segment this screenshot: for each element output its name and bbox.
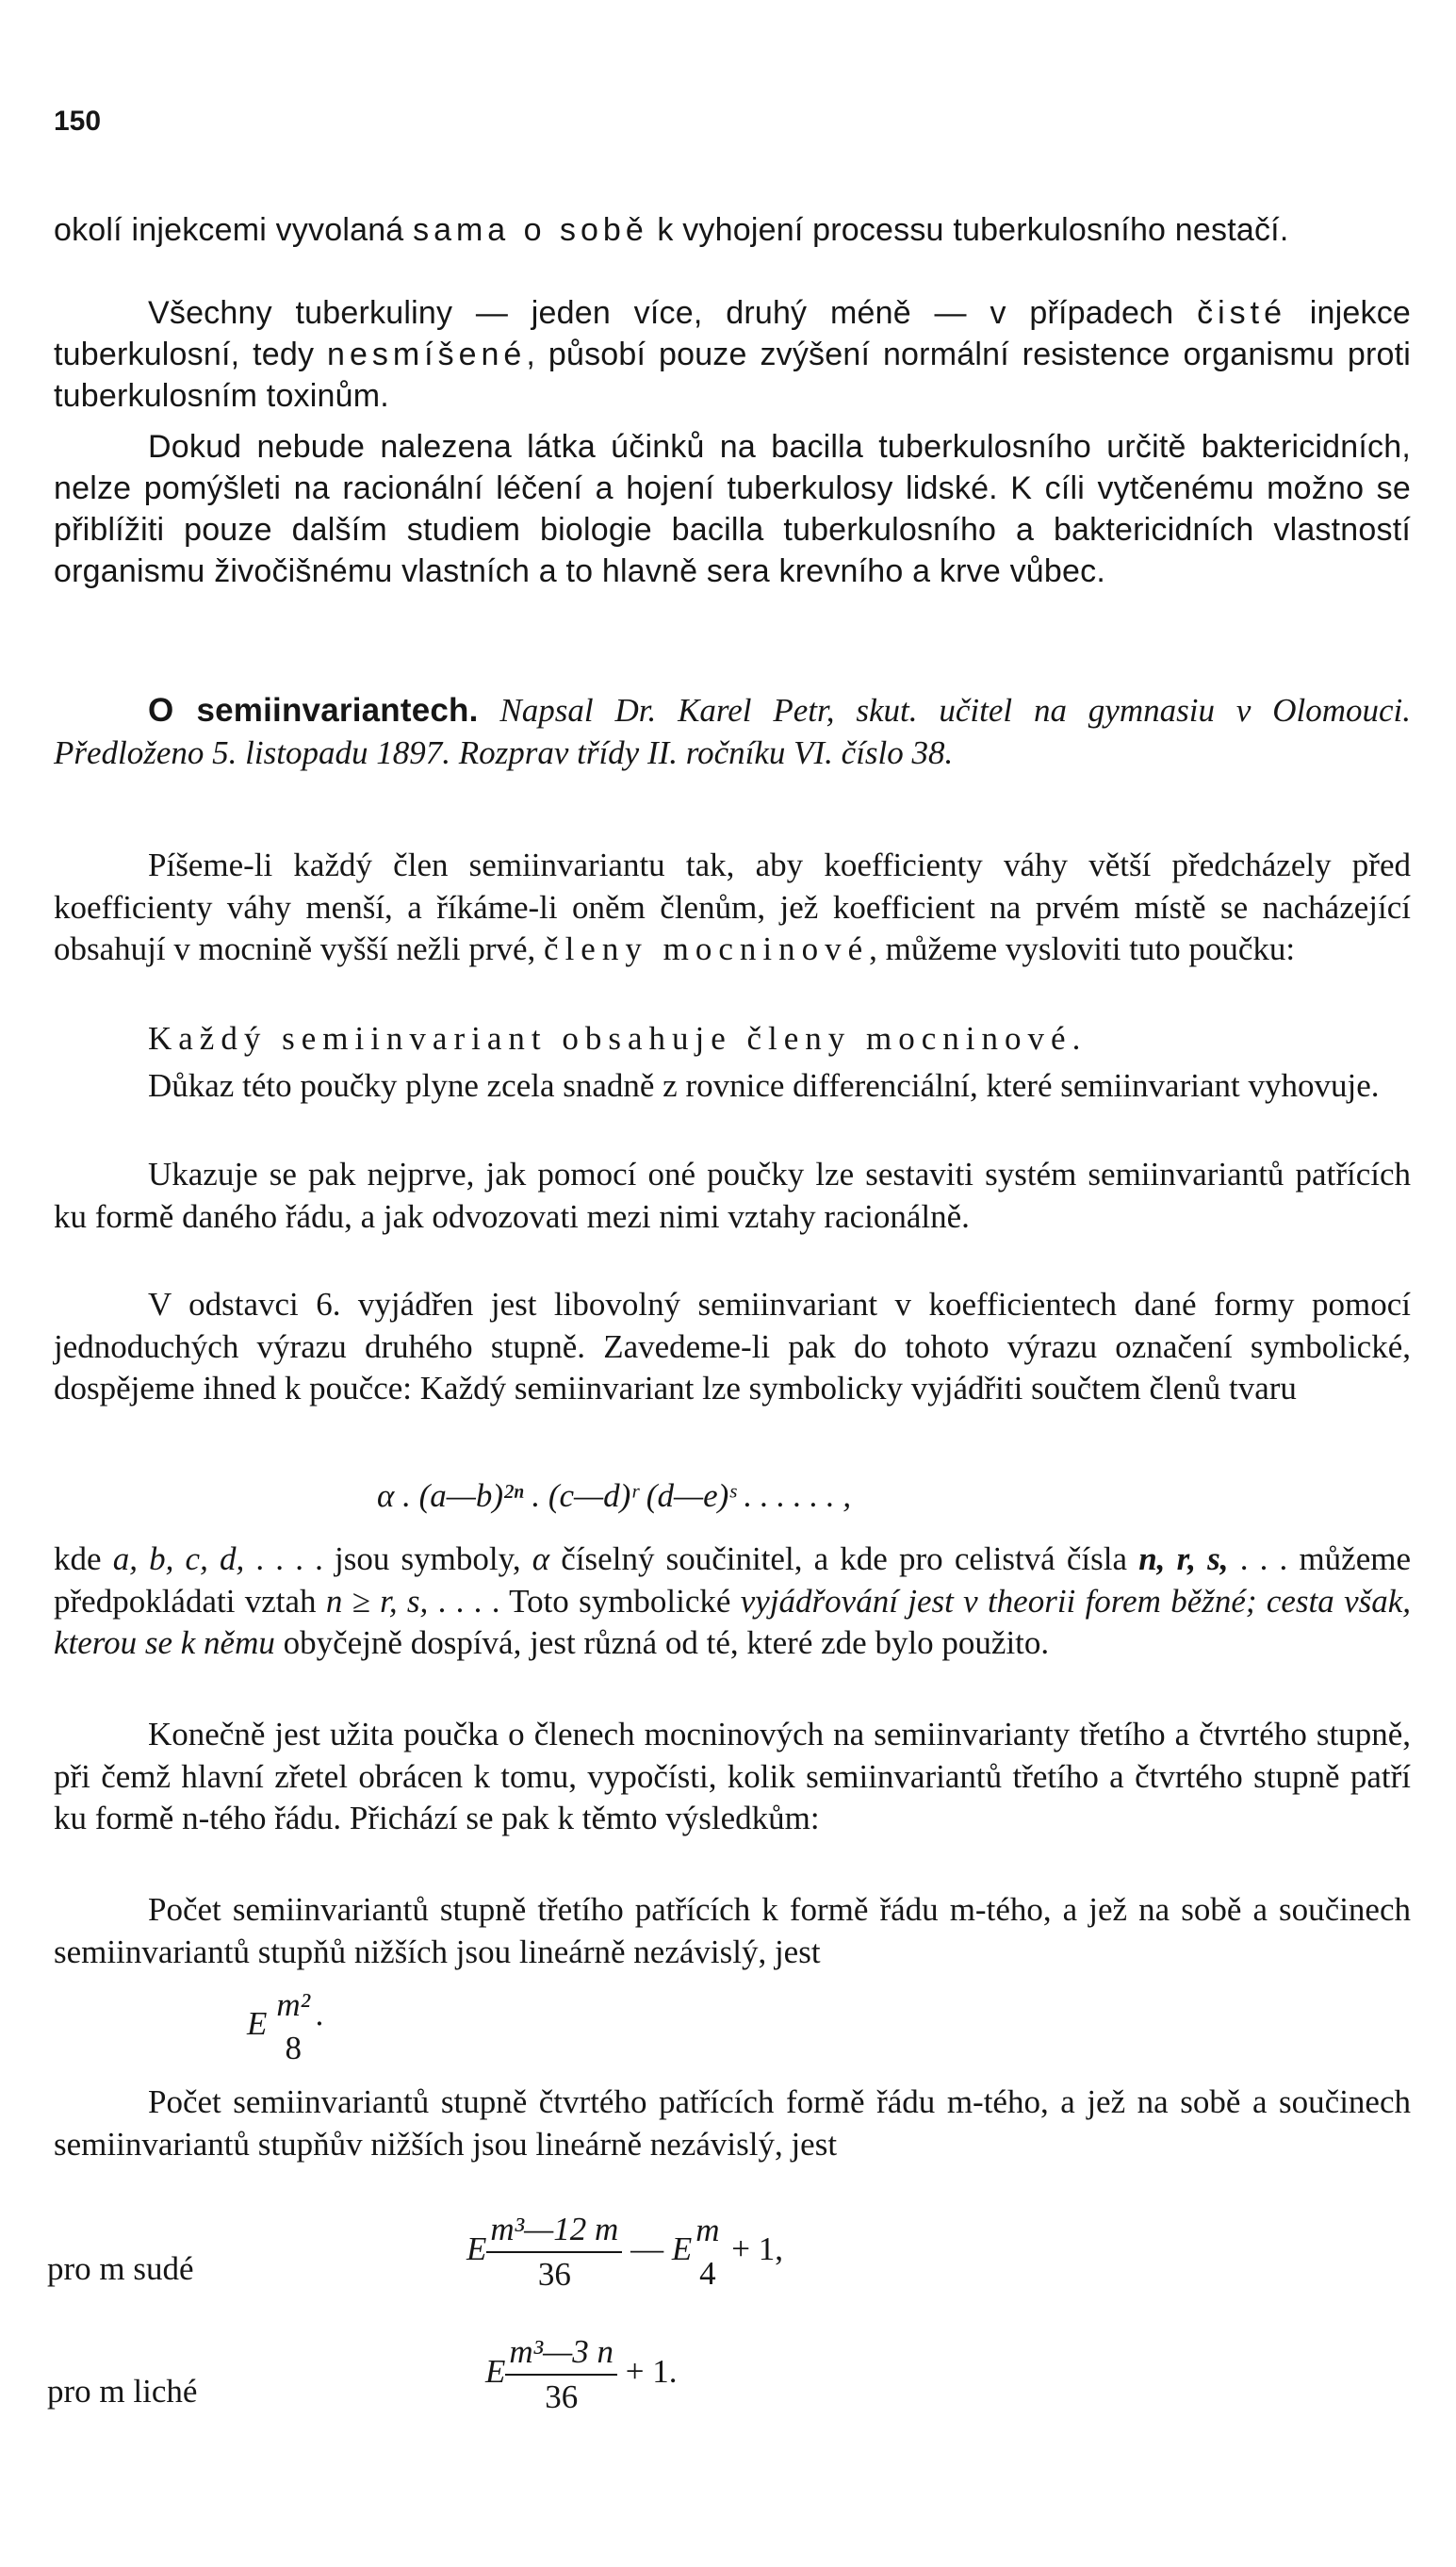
abstract-p5-text-1: kde: [54, 1540, 113, 1577]
formula-dot: ·: [314, 2005, 325, 2043]
even-operator: —: [622, 2230, 672, 2268]
odd-fraction: [505, 2334, 617, 2415]
abstract-paragraph-5: [54, 1539, 1411, 1665]
intro-spaced-text: sama o sobě: [413, 212, 648, 248]
theorem-statement: Každý semiinvariant obsahuje členy mocninové.: [148, 1020, 1088, 1057]
abstract-header: [54, 690, 1411, 774]
case-even-label: pro m sudé: [47, 2250, 194, 2287]
even-E1: E: [466, 2230, 487, 2268]
even-E2: E: [671, 2230, 693, 2268]
abstract-p5-text-6: obyčejně dospívá, jest různá od té, které zde bylo použito.: [274, 1624, 1050, 1661]
abstract-p5-relation: n ≥ r, s,: [325, 1582, 429, 1620]
abstract-citation: Napsal Dr. Karel Petr, skut. učitel na gymnasiu v Olomouci. Předloženo 5. listopadu 1897. Rozprav třídy II. ročníku VI. číslo 38.: [54, 692, 1411, 771]
odd-E1: E: [485, 2353, 506, 2391]
odd-denominator: 36: [545, 2378, 579, 2415]
odd-numerator: m³—3 n: [505, 2334, 617, 2376]
formula-E-symbol: E: [247, 2005, 268, 2043]
even-denominator-2: 4: [699, 2255, 716, 2292]
odd-tail: + 1.: [617, 2353, 678, 2391]
para2-spaced-2: nesmíšené: [327, 337, 527, 372]
abstract-paragraph-7: Počet semiinvariantů stupně třetího patřících k formě řádu m-tého, a jež na sobě a součinech semiinvariantů stupňů nižších jsou lineárně nezávislý, jest: [54, 1891, 1411, 1970]
symbolic-formula: α . (a—b)²ⁿ . (c—d)ʳ (d—e)ˢ . . . . . . ,: [377, 1477, 852, 1514]
intro-text-1: okolí injekcemi vyvolaná: [54, 212, 414, 248]
abstract-paragraph-4: V odstavci 6. vyjádřen jest libovolný semiinvariant v koefficientech dané formy pomocí jednoduchých výrazu druhého stupně. Zavedeme-li pak do tohoto výrazu označení symbolické, dospějeme ihned k poučce: Každý semiinvariant lze symbolicky vyjádřiti součtem členů tvaru: [54, 1286, 1411, 1407]
abstract-p1-text-1: Píšeme-li každý člen semiinvariantu tak, aby koefficienty váhy větší předcházely před koefficienty váhy menší, a říkáme-li oněm členům, jež koefficient na prvém místě se nacházející obsahují v mocnině vyšší nežli prvé,: [54, 847, 1411, 967]
page-number: 150: [54, 106, 102, 137]
abstract-paragraph-2: Důkaz této poučky plyne zcela snadně z rovnice differenciální, které semiinvariant vyhovuje.: [148, 1067, 1380, 1104]
abstract-p5-alpha: α: [532, 1540, 550, 1577]
para2-text-3: , působí pouze zvýšení normální resistence organismu proti tuberkulosním toxinům.: [54, 337, 1411, 414]
abstract-p5-vars2: n, r, s,: [1138, 1540, 1229, 1577]
abstract-p1-spaced: členy mocninové: [544, 930, 870, 967]
even-fraction-2: [692, 2213, 723, 2292]
para2-text-2: injekce tuberkulosní, tedy: [54, 295, 1411, 372]
abstract-p5-text-4: . . . můžeme předpokládati vztah: [54, 1540, 1411, 1620]
intro-paragraph: [54, 209, 1411, 251]
even-fraction-1: [486, 2212, 622, 2293]
abstract-p5-text-5: . . . . Toto symbolické: [428, 1582, 741, 1620]
abstract-p5-text-2: . . . . jsou symboly,: [244, 1540, 532, 1577]
paragraph-dokud: Dokud nebude nalezena látka účinků na bacilla tuberkulosního určitě baktericidních, nelze pomýšleti na racionální léčení a hojení tuberkulosy lidské. K cíli vytčenému možno se přiblížiti pouze dalším studiem biologie bacilla tuberkulosního a baktericidních vlastností organismu živočišnému vlastních a to hlavně sera krevního a krve vůbec.: [54, 429, 1411, 589]
para2-text-1: Všechny tuberkuliny — jeden více, druhý méně — v případech: [148, 295, 1198, 331]
formula-numerator: m²: [276, 1986, 311, 2023]
abstract-paragraph-3: Ukazuje se pak nejprve, jak pomocí oné poučky lze sestaviti systém semiinvariantů patřících ku formě daného řádu, a jak odvozovati mezi nimi vztahy racionálně.: [54, 1156, 1411, 1235]
abstract-paragraph-8: Počet semiinvariantů stupně čtvrtého patřících formě řádu m-tého, a jež na sobě a součinech semiinvariantů stupňův nižších jsou lineárně nezávislý, jest: [54, 2083, 1411, 2163]
abstract-paragraph-6: Konečně jest užita poučka o členech mocninových na semiinvarianty třetího a čtvrtého stupně, při čemž hlavní zřetel obrácen k tomu, vypočísti, kolik semiinvariantů třetího a čtvrtého stupně patří ku formě n-tého řádu. Přichází se pak k těmto výsledkům:: [54, 1716, 1411, 1836]
abstract-p5-italic-tail: vyjádřování jest v theorii forem běžné; cesta však, kterou se k němu: [54, 1582, 1412, 1661]
formula-denominator: 8: [285, 2030, 303, 2066]
even-tail: + 1,: [723, 2230, 783, 2268]
formula-even-case: [466, 2212, 783, 2293]
intro-text-2: k vyhojení processu tuberkulosního nestačí.: [647, 212, 1289, 248]
abstract-p1-text-2: , můžeme vysloviti tuto poučku:: [869, 930, 1296, 967]
abstract-paragraph-1: [54, 845, 1411, 971]
paragraph-tuberkuliny: [54, 292, 1411, 417]
abstract-title: O semiinvariantech.: [148, 692, 479, 729]
formula-third-degree: [247, 1987, 325, 2066]
formula-odd-case: [485, 2334, 678, 2415]
even-numerator-1: m³—12 m: [486, 2212, 622, 2253]
formula-fraction: [272, 1987, 314, 2066]
abstract-p5-text-3: číselný součinitel, a kde pro celistvá čísla: [549, 1540, 1139, 1577]
para2-spaced-1: čisté: [1197, 295, 1287, 331]
abstract-p5-vars: a, b, c, d,: [112, 1540, 245, 1577]
case-odd-label: pro m liché: [47, 2373, 198, 2410]
even-denominator-1: 36: [537, 2256, 571, 2293]
even-numerator-2: m: [695, 2212, 720, 2248]
